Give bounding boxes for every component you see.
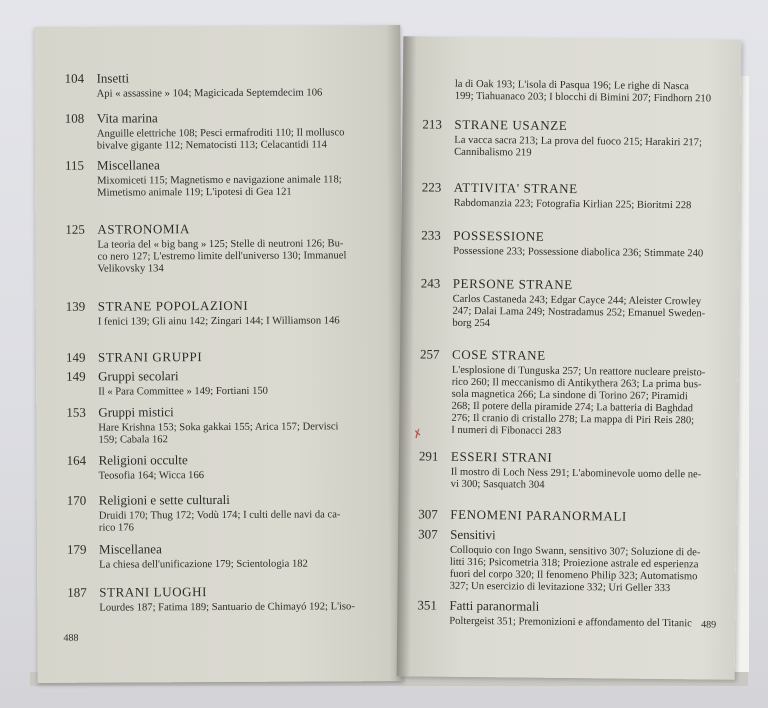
entry-title: Miscellanea	[98, 541, 162, 557]
entry-page-number: 233	[421, 227, 441, 243]
entry-title: STRANI GRUPPI	[97, 349, 203, 365]
entry-body-line: La teoria del « big bang » 125; Stelle di neutroni 126; Bu-	[97, 238, 344, 251]
entry-body-line: Teosofia 164; Wicca 166	[98, 470, 205, 482]
entry-body-line: I numeri di Fibonacci 283	[451, 424, 562, 437]
entry-body-line: rico 260; Il meccanismo di Antikythera 263; La prima bus-	[451, 376, 702, 391]
entry-title: PERSONE STRANE	[452, 275, 573, 293]
entry-body-line: Velikovsky 134	[97, 263, 164, 275]
entry-title: Miscellanea	[96, 157, 160, 173]
entry-body-line: I fenici 139; Gli ainu 142; Zingari 144; I Williamson 146	[97, 315, 340, 328]
pen-mark: ✗	[411, 427, 425, 442]
entry-body-line: Il « Para Committee » 149; Fortiani 150	[98, 385, 269, 398]
entry-body-line: Druidi 170; Thug 172; Vodù 174; I culti delle navi da ca-	[98, 509, 341, 522]
entry-title: Insetti	[96, 70, 130, 86]
entry-page-number: 115	[64, 157, 85, 173]
entry-body-line: Mixomiceti 115; Magnetismo e navigazione animale 118;	[97, 174, 342, 187]
entry-title: ASTRONOMIA	[97, 221, 191, 237]
entry-title: ESSERI STRANI	[450, 448, 553, 465]
entry-title: STRANE POPOLAZIONI	[97, 297, 249, 314]
entry-body-line: Anguille elettriche 108; Pesci ermafroditi 110; Il mollusco	[96, 127, 345, 140]
entry-page-number: 153	[66, 404, 86, 420]
entry-body-line: Lourdes 187; Fatima 189; Santuario de Chimayó 192; L'iso-	[99, 601, 355, 614]
entry-page-number: 125	[65, 221, 85, 237]
page-number: 489	[701, 619, 717, 631]
entry-body-line: 268; Il potere della piramide 274; La batteria di Baghdad	[451, 400, 694, 415]
entry-body-line: litti 316; Psicometria 318; Proiezione astrale ed esperienza	[449, 556, 699, 571]
entry-page-number: 108	[64, 110, 85, 126]
entry-page-number: 149	[65, 349, 86, 365]
entry-title: Religioni occulte	[98, 452, 188, 468]
left-page	[34, 25, 403, 683]
entry-title: COSE STRANE	[451, 346, 546, 363]
entry-title: Gruppi mistici	[98, 404, 174, 420]
entry-page-number: 164	[66, 452, 87, 468]
body-line: 199; Tiahuanaco 203; I blocchi di Bimini 207; Findhorn 210	[454, 90, 712, 105]
entry-title: STRANE USANZE	[454, 116, 568, 133]
entry-body-line: 159; Cabala 162	[98, 434, 168, 446]
entry-title: Fatti paranormali	[449, 597, 540, 614]
entry-page-number: 243	[420, 275, 441, 291]
entry-page-number: 104	[64, 70, 85, 86]
entry-body-line: L'esplosione di Tunguska 257; Un reattore nucleare preisto-	[451, 364, 706, 379]
entry-title: STRANI LUOGHI	[99, 584, 208, 600]
entry-body-line: La chiesa dell'unificazione 179; Scientologia 182	[99, 558, 308, 571]
entry-title: Gruppi secolari	[98, 368, 179, 384]
entry-body-line: bivalve gigante 112; Nematocisti 113; Celacantidi 114	[96, 139, 327, 152]
entry-title: Religioni e sette culturali	[98, 491, 230, 508]
entry-page-number: 187	[67, 584, 87, 600]
entry-title: ATTIVITA' STRANE	[453, 179, 578, 197]
entry-body-line: Carlos Castaneda 243; Edgar Cayce 244; Aleister Crowley	[452, 293, 702, 308]
entry-page-number: 351	[417, 597, 437, 613]
entry-page-number: 307	[418, 506, 438, 522]
entry-page-number: 139	[65, 298, 86, 314]
entry-body-line: 247; Dalai Lama 249; Nostradamus 252; Emanuel Sweden-	[452, 305, 706, 320]
entry-page-number: 179	[66, 541, 87, 557]
entry-body-line: Mimetismo animale 119; L'ipotesi di Gea 121	[97, 186, 292, 199]
entry-body-line: Hare Krishna 153; Soka gakkai 155; Arica 157; Dervisci	[98, 421, 339, 434]
entry-page-number: 170	[66, 492, 87, 508]
entry-body-line: Rabdomanzia 223; Fotografia Kirlian 225; Bioritmi 228	[453, 197, 692, 212]
entry-body-line: 276; Il cranio di cristallo 278; La mappa di Piri Reis 280;	[451, 412, 695, 427]
entry-title: Vita marina	[96, 110, 158, 126]
entry-body-line: Possessione 233; Possessione diabolica 236; Stimmate 240	[453, 245, 704, 260]
entry-body-line: La vacca sacra 213; La prova del fuoco 215; Harakiri 217;	[454, 134, 702, 149]
entry-body-line: Il mostro di Loch Ness 291; L'abominevole uomo delle ne-	[450, 466, 702, 481]
entry-page-number: 257	[419, 346, 440, 362]
entry-body-line: vi 300; Sasquatch 304	[450, 478, 545, 491]
entry-body-line: co nero 127; L'estremo limite dell'universo 130; Immanuel	[97, 250, 347, 263]
entry-body-line: Cannibalismo 219	[454, 146, 532, 159]
entry-body-line: 327; Un esercizio di levitazione 332; Uri Geller 333	[449, 580, 671, 595]
entry-title: POSSESSIONE	[453, 227, 545, 244]
entry-title: FENOMENI PARANORMALI	[450, 506, 628, 524]
entry-body-line: rico 176	[98, 522, 134, 534]
entry-body-line: fuori del corpo 320; Il fenomeno Philip 323; Automatismo	[449, 568, 698, 583]
entry-page-number: 149	[66, 368, 86, 384]
page-number: 488	[63, 632, 79, 644]
entry-body-line: borg 254	[452, 317, 491, 330]
entry-page-number: 223	[421, 179, 442, 195]
entry-body-line: Api « assassine » 104; Magicicada Septemdecim 106	[96, 87, 323, 100]
entry-page-number: 291	[418, 448, 439, 464]
entry-body-line: Poltergeist 351; Premonizioni e affondamento del Titanic	[449, 615, 692, 630]
entry-body-line: Colloquio con Ingo Swann, sensitivo 307; Soluzione di de-	[449, 544, 701, 559]
entry-page-number: 307	[418, 526, 438, 542]
entry-body-line: sola magnetica 266; La sindone di Torino 267; Piramidi	[451, 388, 688, 403]
right-page	[397, 36, 742, 680]
entry-title: Sensitivi	[450, 526, 496, 543]
body-line: la di Oak 193; L'isola di Pasqua 196; Le righe di Nasca	[454, 78, 689, 93]
entry-page-number: 213	[422, 116, 443, 132]
